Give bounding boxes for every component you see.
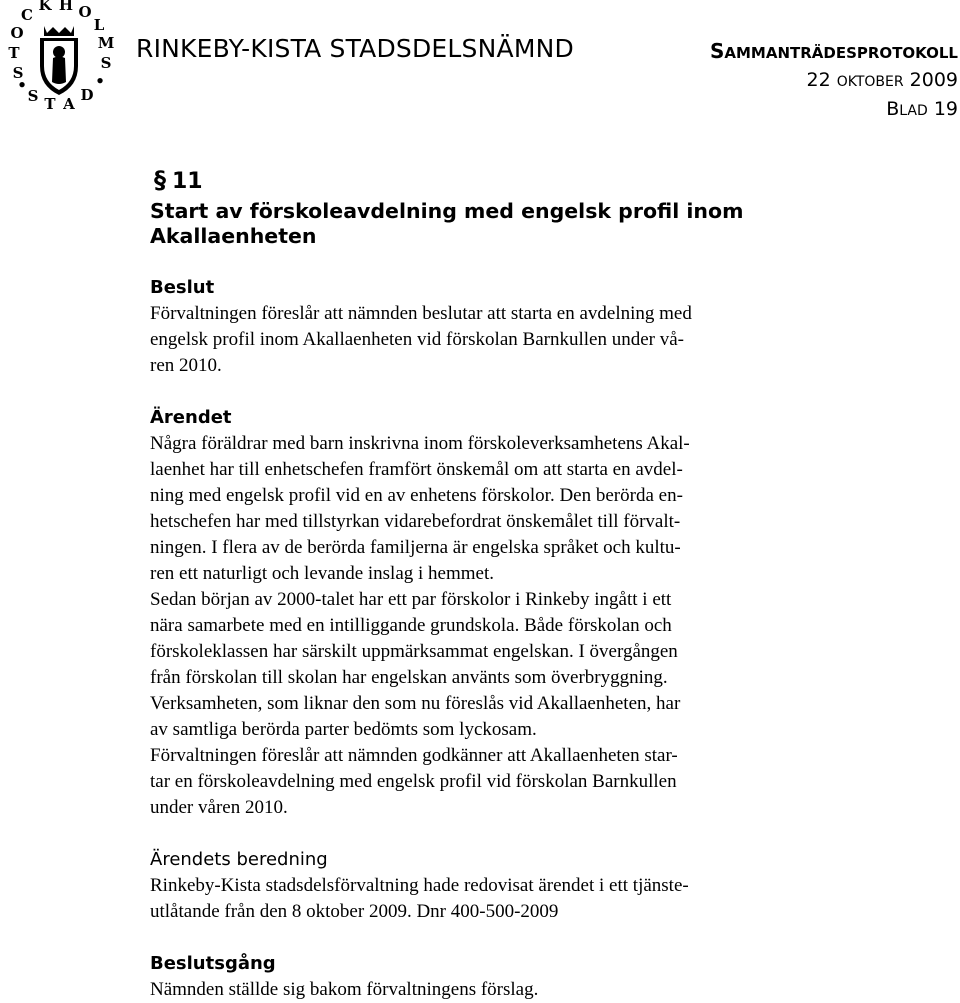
section-title: Start av förskoleavdelning med engelsk profil inom Akallaenheten — [150, 199, 744, 248]
svg-text:C: C — [21, 6, 33, 24]
sheet-number: BLAD 19 — [886, 98, 958, 120]
beslutsgang-heading: Beslutsgång — [150, 953, 276, 974]
org-name: RINKEBY-KISTA STADSDELSNÄMND — [136, 34, 574, 63]
svg-text:M: M — [97, 34, 115, 52]
meeting-date: 22 OKTOBER 2009 — [806, 69, 958, 91]
svg-text:H: H — [58, 0, 74, 14]
section-number: § 11 — [154, 166, 203, 194]
beslut-heading: Beslut — [150, 277, 215, 298]
svg-text:•: • — [17, 76, 27, 94]
header-info — [710, 38, 958, 125]
svg-text:O: O — [10, 24, 24, 42]
svg-text:S: S — [100, 54, 112, 72]
svg-text:S: S — [12, 64, 24, 82]
svg-text:S: S — [27, 87, 39, 105]
stockholms-stad-logo — [0, 0, 118, 118]
svg-text:O: O — [78, 3, 92, 21]
beslut-text: Förvaltningen föreslår att nämnden beslutar att starta en avdelning med engelsk profil inom Akallaenheten vid förskolan Barnkullen under vå- ren 2010. — [150, 303, 692, 376]
protocol-body — [150, 163, 770, 1003]
protocol-title: SAMMANTRÄDESPROTOKOLL — [709, 39, 958, 63]
svg-text:T: T — [8, 44, 20, 62]
svg-text:L: L — [93, 16, 105, 34]
svg-text:A: A — [63, 95, 75, 113]
arendet-text: Några föräldrar med barn inskrivna inom förskoleverksamhetens Akal- laenhet har till enhetschefen framfört önskemål om att starta en avdel- ning med engelsk profil vid en av enhetens förskolor. Den berörda en- hetschefen har med tillstyrkan vidarebefordrat önskemålet till förvalt- ningen. I flera av de berörda familjerna är engelska språket och kultu- ren ett naturligt och levande inslag i hemmet. Sedan början av 2000-talet har ett par förskolor i Rinkeby ingått i ett nära samarbete med en intilliggande grundskola. Både förskolan och förskoleklassen har särskilt uppmärksammat engelskan. I övergången från förskolan till skolan har engelskan använts som överbryggning. Verksamheten, som liknar den som nu föreslås vid Akallaenheten, har av samtliga berörda parter bedömts som lyckosam. Förvaltningen föreslår att nämnden godkänner att Akallaenheten star- tar en förskoleavdelning med engelsk profil vid förskolan Barnkullen under våren 2010. — [150, 433, 690, 818]
svg-text:K: K — [38, 0, 52, 14]
beredning-heading: Ärendets beredning — [150, 849, 328, 870]
beslutsgang-text: Nämnden ställde sig bakom förvaltningens förslag. — [150, 979, 539, 1000]
beredning-text: Rinkeby-Kista stadsdelsförvaltning hade redovisat ärendet i ett tjänste- utlåtande från den 8 oktober 2009. Dnr 400-500-2009 — [150, 875, 689, 922]
svg-text:D: D — [80, 86, 94, 104]
svg-text:T: T — [44, 95, 56, 113]
arendet-heading: Ärendet — [150, 407, 232, 428]
svg-text:•: • — [95, 72, 105, 90]
